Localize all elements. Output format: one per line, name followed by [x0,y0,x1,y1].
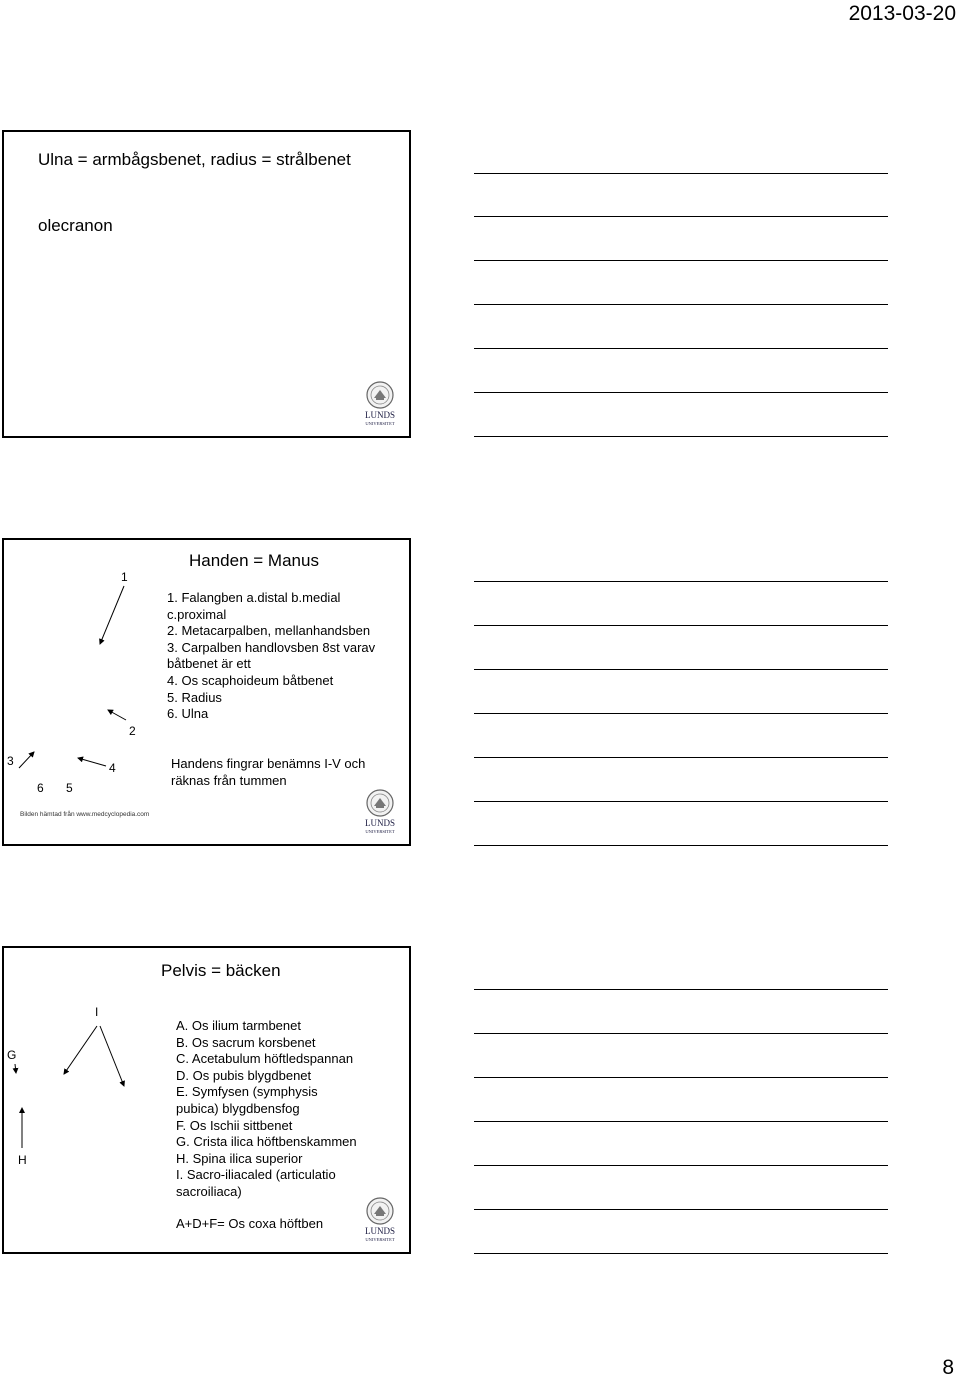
lund-university-logo [360,1196,400,1246]
list-item: H. Spina ilica superior [176,1150,303,1166]
svg-text:LUNDS: LUNDS [364,410,396,420]
note-line [474,304,888,305]
arrow-icon [15,1064,16,1073]
note-line [474,845,888,846]
list-item: 3. Carpalben handlovsben 8st varav [167,639,376,655]
list-item: båtbenet är ett [167,656,251,672]
diagram-label-1: 1 [121,570,128,584]
note-line [474,1209,888,1210]
diagram-label-g: G [7,1048,17,1062]
university-seal-icon [360,788,400,838]
arrow-icon [78,758,106,766]
pelvis-arrows [4,948,164,1188]
slide-ulna-radius [2,130,411,438]
note-line [474,757,888,758]
note-line [474,260,888,261]
list-item: I. Sacro-iliacaled (articulatio [176,1167,336,1183]
svg-text:UNIVERSITET: UNIVERSITET [365,829,395,834]
image-credit: Bilden hämtad från www.medcyclopedia.com [20,811,150,818]
arrow-icon [108,710,126,720]
slide-hand [2,538,411,846]
list-item: 1. Falangben a.distal b.medial [167,590,341,605]
slide-title: Handen = Manus [189,551,319,570]
note-line: räknas från tummen [171,772,287,788]
note-line [474,625,888,626]
list-item: 2. Metacarpalben, mellanhandsben [167,623,371,639]
lund-university-logo [360,788,400,838]
note-line [474,216,888,217]
svg-text:UNIVERSITET: UNIVERSITET [365,1237,395,1242]
list-item: A. Os ilium tarmbenet [176,1018,301,1033]
list-item: 4. Os scaphoideum båtbenet [167,672,334,688]
pelvis-list [176,1018,357,1201]
diagram-label-5: 5 [66,781,73,795]
list-item: D. Os pubis blygdbenet [176,1067,312,1083]
list-item: 6. Ulna [167,706,209,722]
note-line [474,1165,888,1166]
slide-pelvis [2,946,411,1254]
list-item: B. Os sacrum korsbenet [176,1034,316,1050]
finger-note [171,756,365,789]
diagram-label-i: I [95,1005,99,1019]
note-line: Handens fingrar benämns I-V och [171,756,366,771]
arrow-icon [19,752,34,768]
svg-text:UNIVERSITET: UNIVERSITET [365,421,395,426]
note-line [474,989,888,990]
slide-subtitle: olecranon [38,216,113,235]
diagram-label-3: 3 [7,754,14,768]
list-item: C. Acetabulum höftledspannan [176,1051,354,1067]
note-line [474,1033,888,1034]
slide-title: Pelvis = bäcken [161,961,281,980]
university-seal-icon [360,380,400,430]
university-seal-icon [360,1196,400,1246]
page-date: 2013-03-20 [848,2,956,25]
os-coxa-formula: A+D+F= Os coxa höftben [176,1216,324,1231]
arrow-icon [64,1026,97,1074]
note-line [474,713,888,714]
note-line [474,801,888,802]
hand-arrows [4,540,164,800]
list-item: c.proximal [167,606,227,622]
svg-text:LUNDS: LUNDS [364,818,396,828]
lund-university-logo [360,380,400,430]
bone-list [167,590,375,723]
diagram-label-h: H [18,1153,27,1167]
note-line [474,1121,888,1122]
note-line [474,392,888,393]
slide-title: Ulna = armbågsbenet, radius = strålbenet [38,150,351,169]
page-number: 8 [942,1356,954,1379]
note-line [474,1077,888,1078]
note-line [474,173,888,174]
note-line [474,669,888,670]
arrow-icon [100,1026,124,1086]
list-item: pubica) blygdbensfog [176,1100,300,1116]
diagram-label-6: 6 [37,781,44,795]
list-item: sacroiliaca) [176,1183,242,1199]
list-item: E. Symfysen (symphysis [176,1084,318,1100]
diagram-label-2: 2 [129,724,136,738]
list-item: G. Crista ilica höftbenskammen [176,1134,357,1150]
svg-text:LUNDS: LUNDS [364,1226,396,1236]
note-line [474,436,888,437]
arrow-icon [100,586,124,644]
note-line [474,348,888,349]
diagram-label-4: 4 [109,761,116,775]
note-line [474,1253,888,1254]
list-item: F. Os Ischii sittbenet [176,1117,293,1133]
note-line [474,581,888,582]
list-item: 5. Radius [167,689,222,705]
